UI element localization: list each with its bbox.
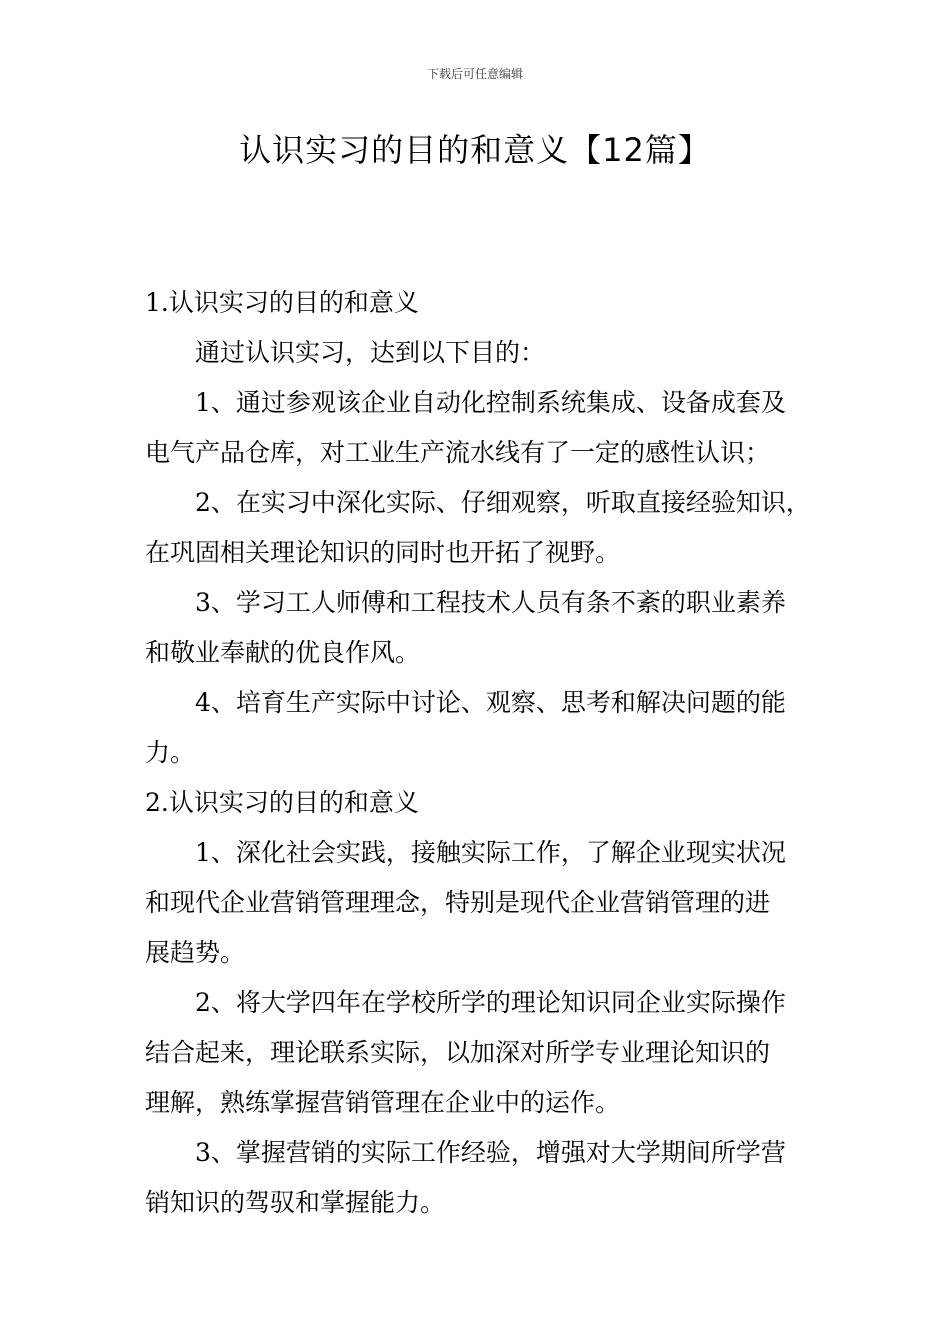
header-note: 下载后可任意编辑 bbox=[426, 67, 523, 81]
text-line: 销知识的驾驭和掌握能力。 bbox=[145, 1188, 446, 1217]
document-title: 认识实习的目的和意义【12篇】 bbox=[239, 131, 711, 169]
text-line: 2、将大学四年在学校所学的理论知识同企业实际操作 bbox=[195, 988, 786, 1017]
text-line: 1、深化社会实践，接触实际工作，了解企业现实状况 bbox=[195, 838, 786, 867]
text-line: 3、学习工人师傅和工程技术人员有条不紊的职业素养 bbox=[195, 588, 786, 617]
text-line: 理解，熟练掌握营销管理在企业中的运作。 bbox=[145, 1088, 621, 1117]
text-line: 2.认识实习的目的和意义 bbox=[145, 788, 419, 817]
text-line: 1.认识实习的目的和意义 bbox=[145, 288, 419, 317]
text-line: 电气产品仓库，对工业生产流水线有了一定的感性认识； bbox=[145, 438, 771, 467]
text-line: 结合起来，理论联系实际，以加深对所学专业理论知识的 bbox=[145, 1038, 771, 1067]
text-line: 2、在实习中深化实际、仔细观察，听取直接经验知识， bbox=[195, 488, 811, 517]
text-line: 力。 bbox=[145, 738, 196, 767]
text-line: 和现代企业营销管理理念，特别是现代企业营销管理的进 bbox=[145, 888, 771, 917]
text-line: 通过认识实习，达到以下目的： bbox=[195, 338, 546, 367]
text-line: 1、通过参观该企业自动化控制系统集成、设备成套及 bbox=[195, 388, 786, 417]
text-line: 在巩固相关理论知识的同时也开拓了视野。 bbox=[145, 538, 621, 567]
text-line: 3、掌握营销的实际工作经验，增强对大学期间所学营 bbox=[195, 1138, 786, 1167]
text-line: 和敬业奉献的优良作风。 bbox=[145, 638, 421, 667]
text-line: 4、培育生产实际中讨论、观察、思考和解决问题的能 bbox=[195, 688, 786, 717]
text-line: 展趋势。 bbox=[145, 938, 246, 967]
document-body bbox=[145, 278, 825, 1228]
